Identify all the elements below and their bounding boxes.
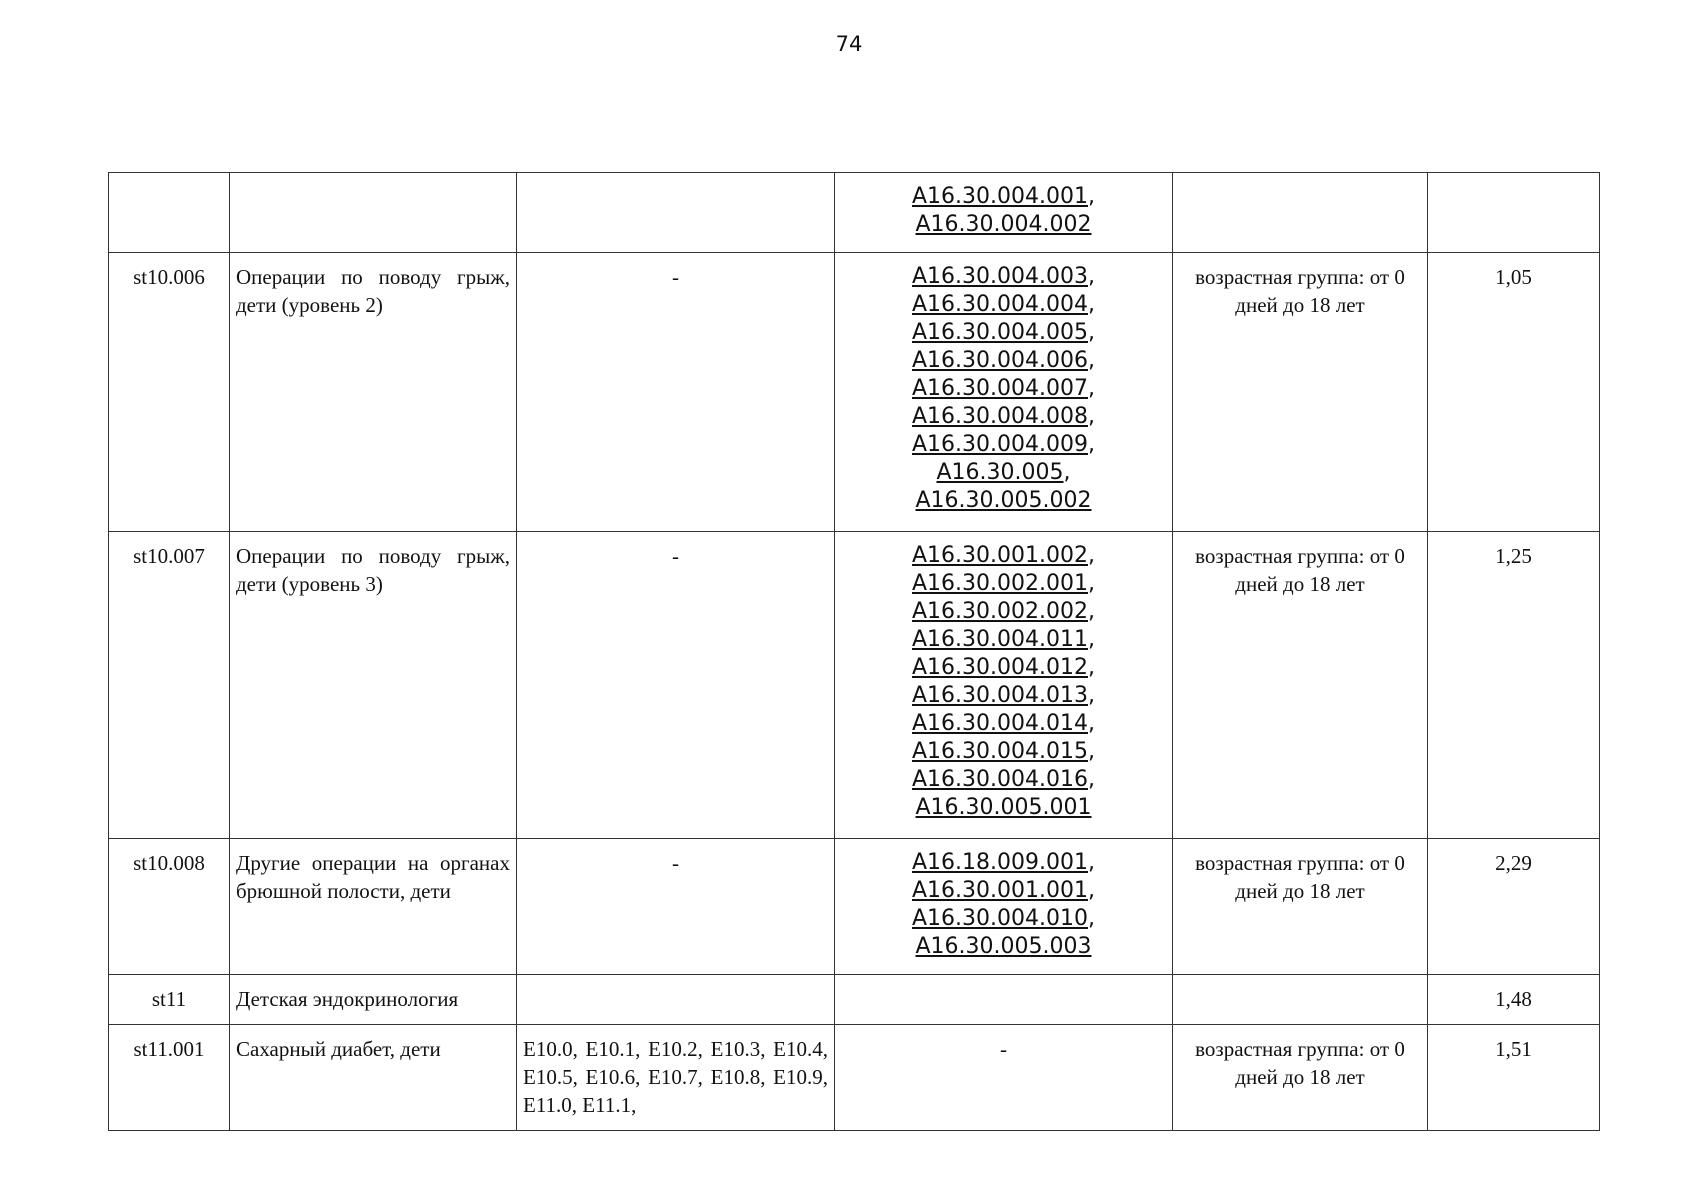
service-code-link[interactable]: A16.30.004.009, [912,432,1095,457]
diagnoses-cell: E10.0, E10.1, E10.2, E10.3, E10.4, E10.5, E10.6, E10.7, E10.8, E10.9, E11.0, E11.1, [517,1025,835,1131]
service-code-link[interactable]: A16.30.005, [936,460,1071,485]
service-code-link[interactable]: A16.30.004.013, [912,683,1095,708]
service-code-link[interactable]: A16.30.004.001, [912,184,1095,209]
service-code-link[interactable]: A16.30.005.003 [915,934,1092,959]
service-code-link[interactable]: A16.30.004.016, [912,767,1095,792]
services-cell [835,975,1173,1025]
table-row [109,253,1600,532]
criteria-cell [1173,975,1428,1025]
diagnoses-cell [517,173,835,253]
name-cell: Операции по поводу грыж, дети (уровень 2) [230,253,517,532]
service-code-link[interactable]: A16.30.001.001, [912,878,1095,903]
name-cell: Детская эндокринология [230,975,517,1025]
service-code-link[interactable]: A16.30.004.012, [912,655,1095,680]
name-cell [230,173,517,253]
services-cell [835,532,1173,839]
service-code-link[interactable]: A16.30.004.008, [912,404,1095,429]
criteria-cell: возрастная группа: от 0 дней до 18 лет [1173,532,1428,839]
coefficient-cell: 1,48 [1428,975,1600,1025]
service-code-link[interactable]: A16.30.004.005, [912,320,1095,345]
service-code-link[interactable]: A16.30.002.001, [912,571,1095,596]
table-row [109,839,1600,975]
service-code-link[interactable]: A16.30.005.002 [915,488,1092,513]
service-code-link[interactable]: A16.30.004.006, [912,348,1095,373]
service-code-link[interactable]: A16.30.004.004, [912,292,1095,317]
diagnoses-cell [517,975,835,1025]
coefficient-cell: 2,29 [1428,839,1600,975]
code-cell: st11 [109,975,230,1025]
name-cell: Операции по поводу грыж, дети (уровень 3) [230,532,517,839]
service-code-link[interactable]: A16.30.001.002, [912,543,1095,568]
code-cell: st10.006 [109,253,230,532]
diagnoses-cell: - [517,253,835,532]
diagnoses-cell: - [517,839,835,975]
service-code-link[interactable]: A16.30.004.002 [915,212,1092,237]
service-code-link[interactable]: A16.30.004.014, [912,711,1095,736]
criteria-cell: возрастная группа: от 0 дней до 18 лет [1173,839,1428,975]
services-cell [835,173,1173,253]
service-code-link[interactable]: A16.30.004.007, [912,376,1095,401]
code-cell [109,173,230,253]
service-code-link[interactable]: A16.30.004.011, [912,627,1095,652]
table-row [109,975,1600,1025]
coefficient-cell: 1,25 [1428,532,1600,839]
service-code-link[interactable]: A16.30.005.001 [915,795,1092,820]
code-cell: st11.001 [109,1025,230,1131]
ksg-table [108,172,1600,1131]
service-code-link[interactable]: A16.30.004.010, [912,906,1095,931]
code-cell: st10.008 [109,839,230,975]
service-code-link[interactable]: A16.30.002.002, [912,599,1095,624]
services-cell [835,839,1173,975]
coefficient-cell: 1,05 [1428,253,1600,532]
table-row [109,532,1600,839]
coefficient-cell: 1,51 [1428,1025,1600,1131]
table-row [109,1025,1600,1131]
services-cell: - [835,1025,1173,1131]
service-code-link[interactable]: A16.18.009.001, [912,850,1095,875]
page-number: 74 [835,32,863,56]
service-code-link[interactable]: A16.30.004.003, [912,264,1095,289]
criteria-cell: возрастная группа: от 0 дней до 18 лет [1173,1025,1428,1131]
coefficient-cell [1428,173,1600,253]
criteria-cell [1173,173,1428,253]
table-row [109,173,1600,253]
services-cell [835,253,1173,532]
criteria-cell: возрастная группа: от 0 дней до 18 лет [1173,253,1428,532]
service-code-link[interactable]: A16.30.004.015, [912,739,1095,764]
name-cell: Сахарный диабет, дети [230,1025,517,1131]
diagnoses-cell: - [517,532,835,839]
code-cell: st10.007 [109,532,230,839]
name-cell: Другие операции на органах брюшной полости, дети [230,839,517,975]
